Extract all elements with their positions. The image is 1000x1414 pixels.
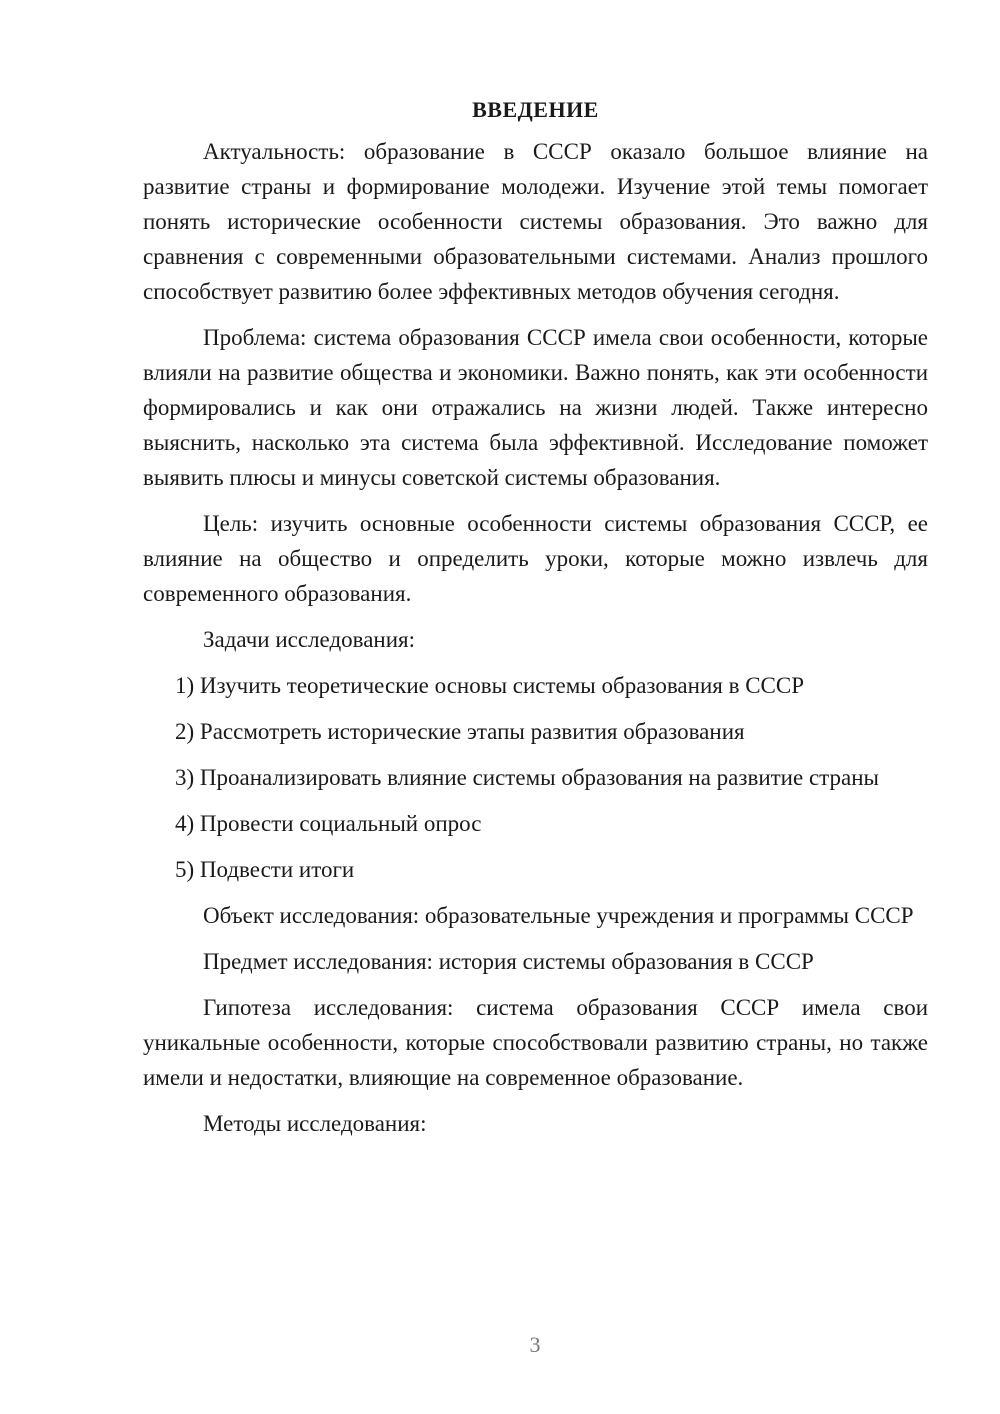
task-item-4: 4) Провести социальный опрос [175, 811, 482, 836]
section-heading: ВВЕДЕНИЕ [472, 97, 599, 122]
paragraph-problem: Проблема: система образования СССР имела свои особенности, которые влияли на развитие общества и экономики. Важно понять, как эти особенности формировались и как они отражались на жизни людей. Также интересно выяснить, насколько эта система была эффективной. Исследование поможет выявить плюсы и минусы советской системы образования. [143, 325, 928, 490]
task-item-5: 5) Подвести итоги [175, 857, 355, 882]
page-content [143, 92, 928, 1152]
paragraph-hypothesis: Гипотеза исследования: система образования СССР имела свои уникальные особенности, которые способствовали развитию страны, но также имели и недостатки, влияющие на современное образование. [143, 995, 928, 1090]
tasks-title: Задачи исследования: [203, 627, 416, 652]
paragraph-goal: Цель: изучить основные особенности системы образования СССР, ее влияние на общество и определить уроки, которые можно извлечь для современного образования. [143, 511, 928, 606]
task-item-3: 3) Проанализировать влияние системы образования на развитие страны [175, 765, 879, 790]
paragraph-subject: Предмет исследования: история системы образования в СССР [203, 949, 814, 974]
paragraph-relevance: Актуальность: образование в СССР оказало большое влияние на развитие страны и формирование молодежи. Изучение этой темы помогает понять исторические особенности системы образования. Это важно для сравнения с современными образовательными системами. Анализ прошлого способствует развитию более эффективных методов обучения сегодня. [143, 139, 928, 304]
page-number: 3 [529, 1332, 541, 1357]
task-item-2: 2) Рассмотреть исторические этапы развития образования [175, 719, 745, 744]
methods-title: Методы исследования: [203, 1111, 427, 1136]
task-item-1: 1) Изучить теоретические основы системы образования в СССР [175, 673, 805, 698]
paragraph-object: Объект исследования: образовательные учреждения и программы СССР [203, 903, 914, 928]
